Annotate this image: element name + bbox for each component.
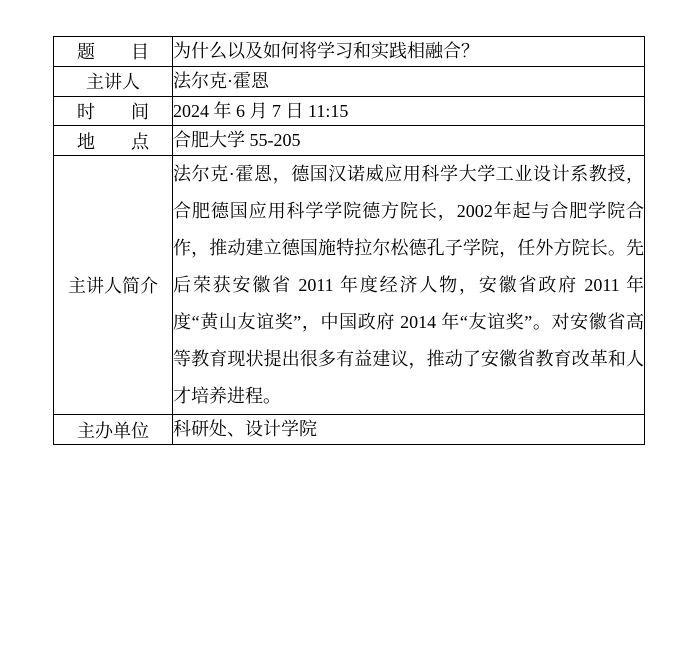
table-row-biography [54, 156, 645, 415]
row-label-organizer: 主办单位 [54, 415, 173, 445]
table-row-title [54, 37, 645, 67]
row-value-time: 2024 年 6 月 7 日 11:15 [173, 96, 645, 126]
table-row-organizer [54, 415, 645, 445]
lecture-info-table [53, 36, 645, 445]
row-value-place: 合肥大学 55-205 [173, 126, 645, 156]
table-body [54, 37, 645, 445]
row-label-speaker: 主讲人 [54, 66, 173, 96]
table-row-speaker [54, 66, 645, 96]
row-value-biography: 法尔克·霍恩，德国汉诺威应用科学大学工业设计系教授，合肥德国应用科学学院德方院长，2002年起与合肥学院合作，推动建立德国施特拉尔松德孔子学院，任外方院长。先后荣获安徽省 2011 年度经济人物，安徽省政府 2011 年度“黄山友谊奖”，中国政府 2014 年“友谊奖”。对安徽省高等教育现状提出很多有益建议，推动了安徽省教育改革和人才培养进程。 [173, 156, 645, 415]
row-label-title: 题 目 [54, 37, 173, 67]
table-row-place [54, 126, 645, 156]
row-value-title: 为什么以及如何将学习和实践相融合？ [173, 37, 645, 67]
row-value-speaker: 法尔克·霍恩 [173, 66, 645, 96]
table-row-time [54, 96, 645, 126]
row-label-biography: 主讲人简介 [54, 156, 173, 415]
row-label-time: 时 间 [54, 96, 173, 126]
row-value-organizer: 科研处、设计学院 [173, 415, 645, 445]
row-label-place: 地 点 [54, 126, 173, 156]
